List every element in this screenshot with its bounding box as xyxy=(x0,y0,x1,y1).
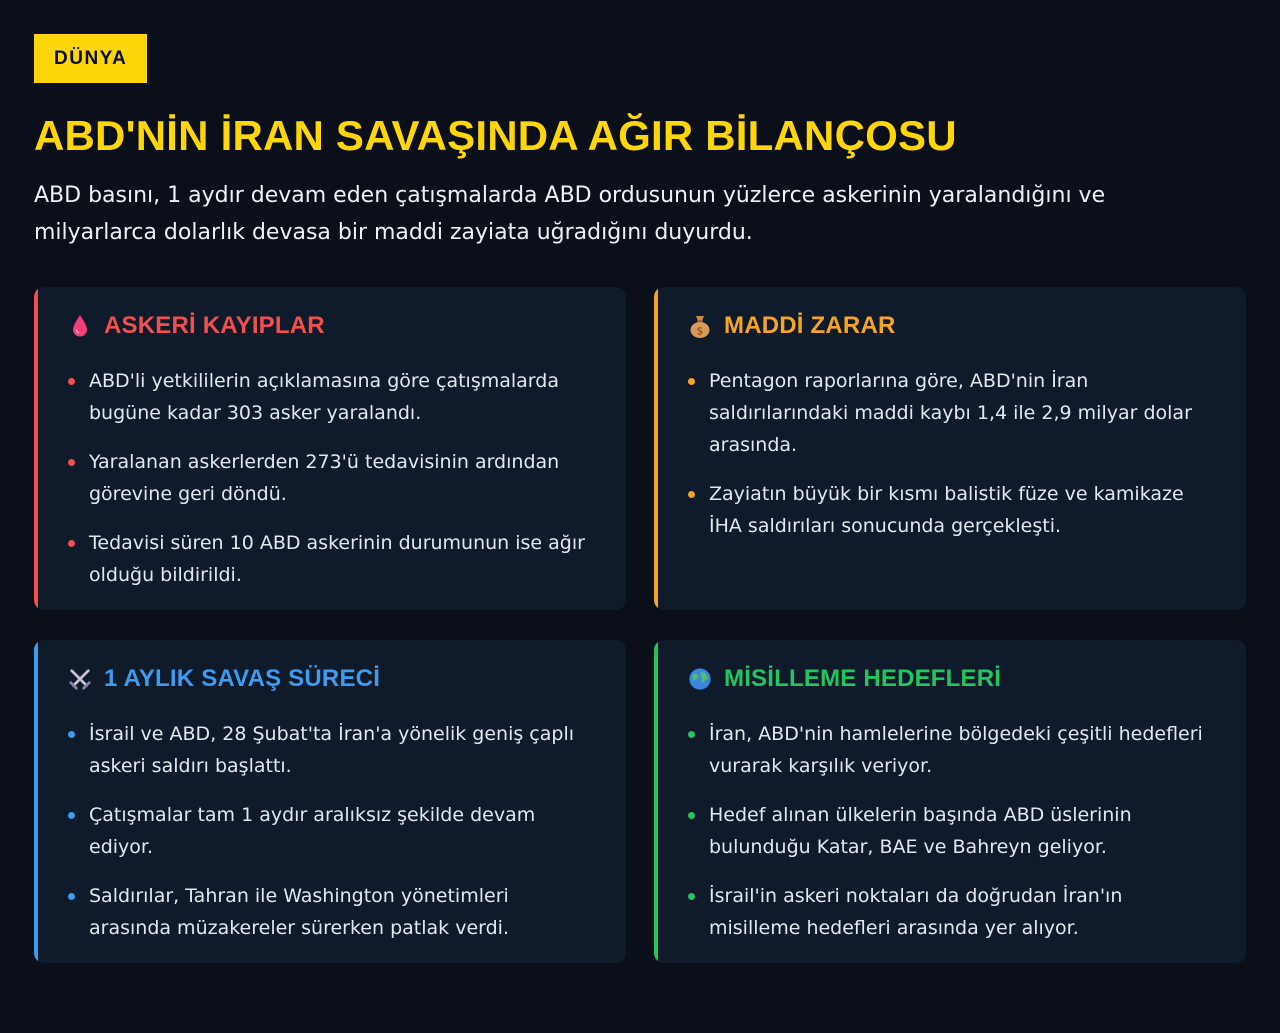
crossed-swords-icon xyxy=(68,666,92,692)
list-item: Hedef alınan ülkelerin başında ABD üslerinin bulunduğu Katar, BAE ve Bahreyn geliyor. xyxy=(688,799,1216,863)
card-retaliation-targets xyxy=(654,640,1246,963)
blood-drop-icon xyxy=(68,313,92,339)
list-item: ABD'li yetkililerin açıklamasına göre çatışmalarda bugüne kadar 303 asker yaralandı. xyxy=(68,365,596,429)
money-bag-icon xyxy=(688,313,712,339)
category-badge: DÜNYA xyxy=(34,34,147,83)
list-item: Saldırılar, Tahran ile Washington yönetimleri arasında müzakereler sürerken patlak verdi. xyxy=(68,880,596,944)
bullet-list xyxy=(68,365,596,591)
list-item: Çatışmalar tam 1 aydır aralıksız şekilde devam ediyor. xyxy=(68,799,596,863)
list-item: Zayiatın büyük bir kısmı balistik füze ve kamikaze İHA saldırıları sonucunda gerçekleşti. xyxy=(688,478,1216,542)
card-header xyxy=(68,309,596,343)
list-item: İran, ABD'nin hamlelerine bölgedeki çeşitli hedefleri vurarak karşılık veriyor. xyxy=(688,718,1216,782)
list-item: İsrail'in askeri noktaları da doğrudan İran'ın misilleme hedefleri arasında yer alıyor. xyxy=(688,880,1216,944)
page-title: ABD'NİN İRAN SAVAŞINDA AĞIR BİLANÇOSU xyxy=(34,112,957,159)
list-item: Yaralanan askerlerden 273'ü tedavisinin ardından görevine geri döndü. xyxy=(68,446,596,510)
card-title: MİSİLLEME HEDEFLERİ xyxy=(724,665,1002,692)
list-item: Tedavisi süren 10 ABD askerinin durumunun ise ağır olduğu bildirildi. xyxy=(68,527,596,591)
card-header xyxy=(68,662,596,696)
list-item: Pentagon raporlarına göre, ABD'nin İran saldırılarındaki maddi kaybı 1,4 ile 2,9 milyar dolar arasında. xyxy=(688,365,1216,461)
info-card-grid xyxy=(34,287,1246,963)
card-title: MADDİ ZARAR xyxy=(724,312,896,339)
list-item: İsrail ve ABD, 28 Şubat'ta İran'a yönelik geniş çaplı askeri saldırı başlattı. xyxy=(68,718,596,782)
card-title: 1 AYLIK SAVAŞ SÜRECİ xyxy=(104,665,381,692)
globe-icon xyxy=(688,666,712,692)
bullet-list xyxy=(688,365,1216,542)
card-title: ASKERİ KAYIPLAR xyxy=(104,312,325,339)
card-header xyxy=(688,309,1216,343)
svg-text:$: $ xyxy=(696,324,704,338)
bullet-list xyxy=(68,718,596,944)
card-header xyxy=(688,662,1216,696)
card-military-losses xyxy=(34,287,626,610)
card-war-timeline xyxy=(34,640,626,963)
bullet-list xyxy=(688,718,1216,944)
lead-paragraph: ABD basını, 1 aydır devam eden çatışmalarda ABD ordusunun yüzlerce askerinin yaralandığını ve milyarlarca dolarlık devasa bir maddi zayiata uğradığını duyurdu. xyxy=(34,183,1106,245)
card-material-damage xyxy=(654,287,1246,610)
